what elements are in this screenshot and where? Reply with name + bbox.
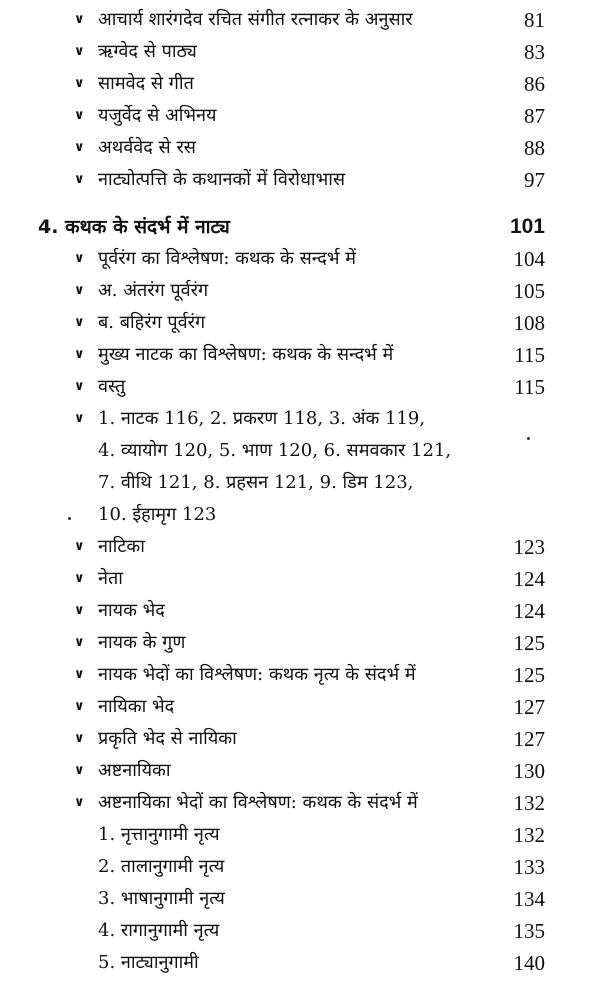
entry-title: 5. नाट्यानुगामी [98, 952, 199, 973]
toc-entry[interactable] [0, 132, 600, 164]
page-number: 123 [513, 535, 545, 559]
page-number: 97 [524, 168, 545, 192]
bullet-arrow-icon: ∨ [74, 795, 85, 810]
bullet-arrow-icon: ∨ [74, 571, 85, 586]
entry-title: नाटिका [98, 536, 145, 557]
entry-title: वस्तु [98, 376, 126, 397]
bullet-arrow-icon: ∨ [74, 539, 85, 554]
bullet-arrow-icon: ∨ [74, 172, 85, 187]
toc-entry[interactable] [0, 819, 600, 851]
toc-entry[interactable] [0, 403, 600, 435]
entry-title: 4. व्यायोग 120, 5. भाण 120, 6. समवकार 121, [98, 440, 452, 461]
entry-title: 1. नृत्तानुगामी नृत्य [98, 824, 220, 845]
table-of-contents [0, 4, 600, 979]
entry-title: ब. बहिरंग पूर्वरंग [98, 312, 206, 333]
entry-title: प्रकृति भेद से नायिका [98, 728, 237, 749]
speck [68, 517, 71, 520]
entry-title: 4. रागानुगामी नृत्य [98, 920, 220, 941]
page-number: 132 [513, 791, 545, 815]
toc-entry[interactable] [0, 563, 600, 595]
entry-title: पूर्वरंग का विश्लेषण: कथक के सन्दर्भ में [98, 248, 356, 269]
bullet-arrow-icon: ∨ [74, 315, 85, 330]
toc-entry[interactable] [0, 659, 600, 691]
bullet-arrow-icon: ∨ [74, 283, 85, 298]
toc-entry[interactable] [0, 883, 600, 915]
bullet-arrow-icon: ∨ [74, 635, 85, 650]
entry-title: अष्टनायिका भेदों का विश्लेषण: कथक के संदर्भ में [98, 792, 418, 813]
toc-entry[interactable] [0, 100, 600, 132]
toc-entry[interactable] [0, 243, 600, 275]
toc-entry[interactable] [0, 339, 600, 371]
entry-title: नायक के गुण [98, 632, 186, 653]
toc-entry[interactable] [0, 68, 600, 100]
toc-entry[interactable] [0, 947, 600, 979]
bullet-arrow-icon: ∨ [74, 44, 85, 59]
page-number: 127 [513, 695, 545, 719]
bullet-arrow-icon: ∨ [74, 347, 85, 362]
toc-entry[interactable] [0, 4, 600, 36]
entry-title: यजुर्वेद से अभिनय [98, 105, 217, 126]
page-number: 133 [513, 855, 545, 879]
page-number: 127 [513, 727, 545, 751]
chapter-title: 4. कथक के संदर्भ में नाट्य [38, 216, 230, 238]
entry-title: 7. वीथि 121, 8. प्रहसन 121, 9. डिम 123, [98, 472, 414, 493]
toc-entry[interactable] [0, 755, 600, 787]
page-number: 132 [513, 823, 545, 847]
toc-entry[interactable] [0, 164, 600, 196]
page-number: 125 [513, 663, 545, 687]
toc-entry[interactable] [0, 36, 600, 68]
toc-entry[interactable] [0, 275, 600, 307]
entry-title: ऋग्वेद से पाठ्य [98, 41, 197, 62]
page-number: 115 [514, 343, 545, 367]
entry-title: अथर्ववेद से रस [98, 137, 196, 158]
toc-entry[interactable] [0, 467, 600, 499]
bullet-arrow-icon: ∨ [74, 379, 85, 394]
page-number: 130 [513, 759, 545, 783]
page-number: 124 [513, 599, 545, 623]
entry-title: 1. नाटक 116, 2. प्रकरण 118, 3. अंक 119, [98, 408, 426, 429]
toc-entry[interactable] [0, 787, 600, 819]
page-number: 115 [514, 375, 545, 399]
entry-title: अष्टनायिका [98, 760, 171, 781]
page-number: 86 [524, 72, 545, 96]
entry-title: 3. भाषानुगामी नृत्य [98, 888, 225, 909]
page-number: 140 [513, 951, 545, 975]
entry-title: नाट्योत्पत्ति के कथानकों में विरोधाभास [98, 169, 346, 190]
entry-title: अ. अंतरंग पूर्वरंग [98, 280, 209, 301]
bullet-arrow-icon: ∨ [74, 667, 85, 682]
bullet-arrow-icon: ∨ [74, 76, 85, 91]
page-number: 134 [513, 887, 545, 911]
toc-entry[interactable] [0, 371, 600, 403]
toc-entry[interactable] [0, 499, 600, 531]
toc-entry[interactable] [0, 723, 600, 755]
page-number: 101 [509, 215, 545, 238]
page-number: 81 [524, 8, 545, 32]
toc-entry[interactable] [0, 851, 600, 883]
toc-entry[interactable] [0, 595, 600, 627]
entry-title: नेता [98, 568, 123, 589]
bullet-arrow-icon: ∨ [74, 411, 85, 426]
page-number: 124 [513, 567, 545, 591]
toc-entry[interactable] [0, 531, 600, 563]
entry-title: सामवेद से गीत [98, 73, 194, 94]
toc-entry[interactable] [0, 915, 600, 947]
page-number: 88 [524, 136, 545, 160]
entry-title: 2. तालानुगामी नृत्य [98, 856, 225, 877]
page-number: 83 [524, 40, 545, 64]
chapter-heading[interactable] [0, 211, 600, 243]
entry-title: नायिका भेद [98, 696, 175, 717]
bullet-arrow-icon: ∨ [74, 699, 85, 714]
entry-title: नायक भेदों का विश्लेषण: कथक नृत्य के संदर्भ में [98, 664, 416, 685]
page-number: 135 [513, 919, 545, 943]
page-number: 105 [513, 279, 545, 303]
entry-title: 10. ईहामृग 123 [98, 504, 217, 525]
page-number: 108 [513, 311, 545, 335]
page-number: 104 [513, 247, 545, 271]
toc-entry[interactable] [0, 627, 600, 659]
speck [527, 437, 530, 440]
bullet-arrow-icon: ∨ [74, 140, 85, 155]
page-number: 87 [524, 104, 545, 128]
bullet-arrow-icon: ∨ [74, 763, 85, 778]
entry-title: आचार्य शारंगदेव रचित संगीत रत्नाकर के अनुसार [98, 9, 413, 30]
page-number: 125 [513, 631, 545, 655]
toc-entry[interactable] [0, 691, 600, 723]
bullet-arrow-icon: ∨ [74, 12, 85, 27]
toc-entry[interactable] [0, 435, 600, 467]
bullet-arrow-icon: ∨ [74, 108, 85, 123]
entry-title: नायक भेद [98, 600, 165, 621]
bullet-arrow-icon: ∨ [74, 603, 85, 618]
bullet-arrow-icon: ∨ [74, 251, 85, 266]
toc-entry[interactable] [0, 307, 600, 339]
bullet-arrow-icon: ∨ [74, 731, 85, 746]
entry-title: मुख्य नाटक का विश्लेषण: कथक के सन्दर्भ में [98, 344, 394, 365]
